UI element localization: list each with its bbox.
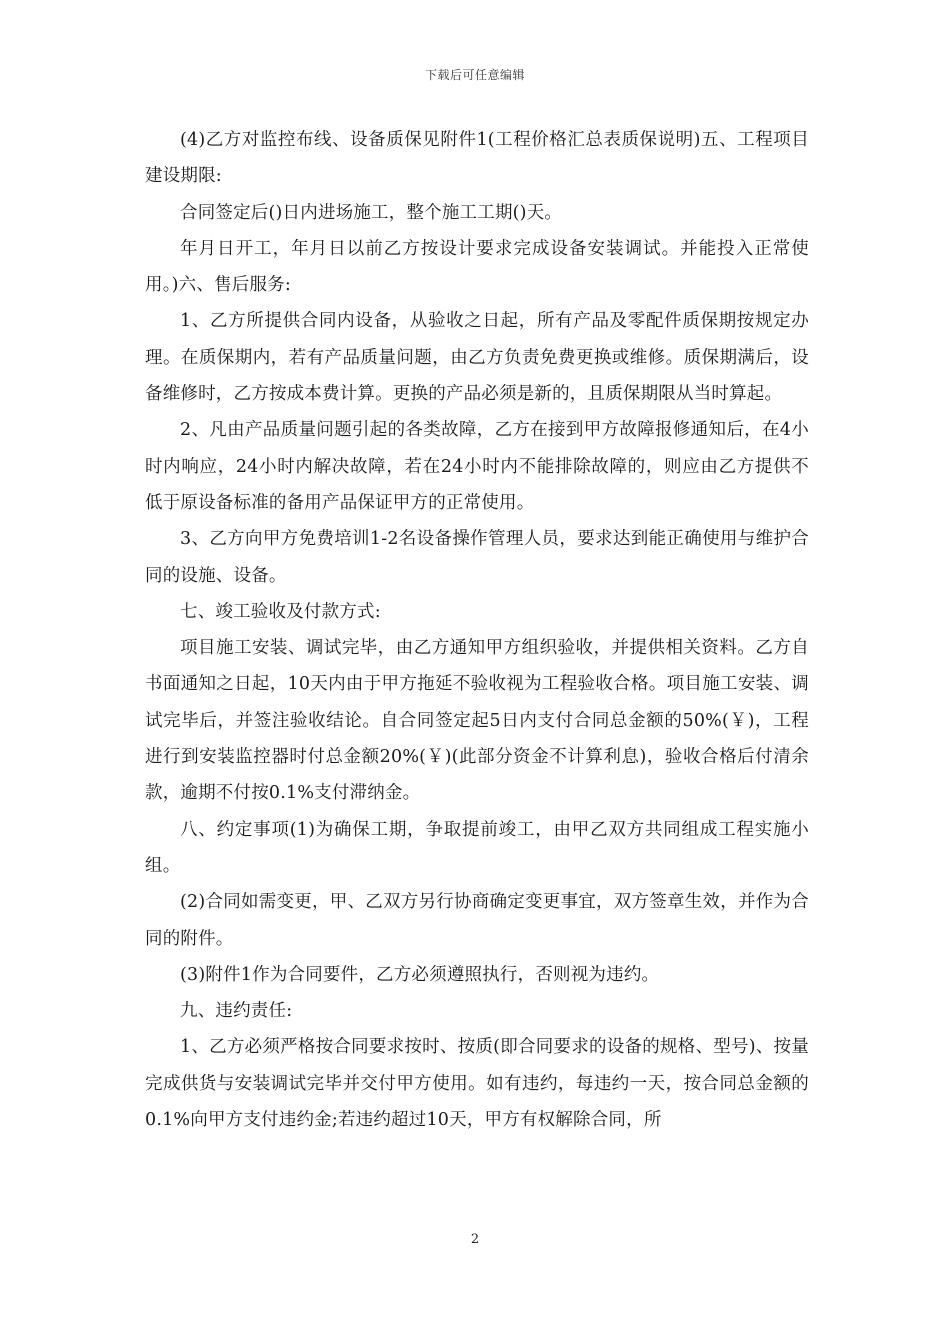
- paragraph-5: 2、凡由产品质量问题引起的各类故障，乙方在接到甲方故障报修通知后，在4小时内响应，24小时内解决故障，若在24小时内不能排除故障的，则应由乙方提供不低于原设备标准的备用产品保证甲方的正常使用。: [145, 420, 809, 513]
- paragraph-1: (4)乙方对监控布线、设备质保见附件1(工程价格汇总表质保说明)五、工程项目建设期限:: [145, 130, 809, 187]
- page-header: 下载后可任意编辑: [424, 68, 525, 82]
- paragraph-2: 合同签定后()日内进场施工，整个施工工期()天。: [180, 202, 563, 223]
- paragraph-12: 九、违约责任:: [180, 1001, 293, 1022]
- paragraph-10: (2)合同如需变更，甲、乙双方另行协商确定变更事宜，双方签章生效，并作为合同的附件。: [145, 892, 809, 949]
- document-body: [145, 122, 809, 1138]
- paragraph-6: 3、乙方向甲方免费培训1-2名设备操作管理人员，要求达到能正确使用与维护合同的设施、设备。: [145, 529, 809, 586]
- paragraph-3: 年月日开工，年月日以前乙方按设计要求完成设备安装调试。并能投入正常使用。)六、售后服务:: [145, 238, 809, 296]
- paragraph-4: 1、乙方所提供合同内设备，从验收之日起，所有产品及零配件质保期按规定办理。在质保期内，若有产品质量问题，由乙方负责免费更换或维修。质保期满后，设备维修时，乙方按成本费计算。更换的产品必须是新的，且质保期限从当时算起。: [145, 311, 809, 405]
- paragraph-7: 七、竣工验收及付款方式:: [180, 601, 381, 622]
- paragraph-11: (3)附件1作为合同要件，乙方必须遵照执行，否则视为违约。: [180, 964, 660, 985]
- paragraph-9: 八、约定事项(1)为确保工期，争取提前竣工，由甲乙双方共同组成工程实施小组。: [145, 819, 809, 876]
- page-number: 2: [470, 1232, 480, 1247]
- paragraph-8: 项目施工安装、调试完毕，由乙方通知甲方组织验收，并提供相关资料。乙方自书面通知之日起，10天内由于甲方拖延不验收视为工程验收合格。项目施工安装、调试完毕后，并签注验收结论。自合同签定起5日内支付合同总金额的50%(￥)，工程进行到安装监控器时付总金额20%(￥)(此部分资金不计算利息)，验收合格后付清余款，逾期不付按0.1%支付滞纳金。: [145, 638, 809, 804]
- paragraph-13: 1、乙方必须严格按合同要求按时、按质(即合同要求的设备的规格、型号)、按量完成供货与安装调试完毕并交付甲方使用。如有违约，每违约一天，按合同总金额的0.1%向甲方支付违约金;若违约超过10天，甲方有权解除合同，所: [145, 1037, 809, 1131]
